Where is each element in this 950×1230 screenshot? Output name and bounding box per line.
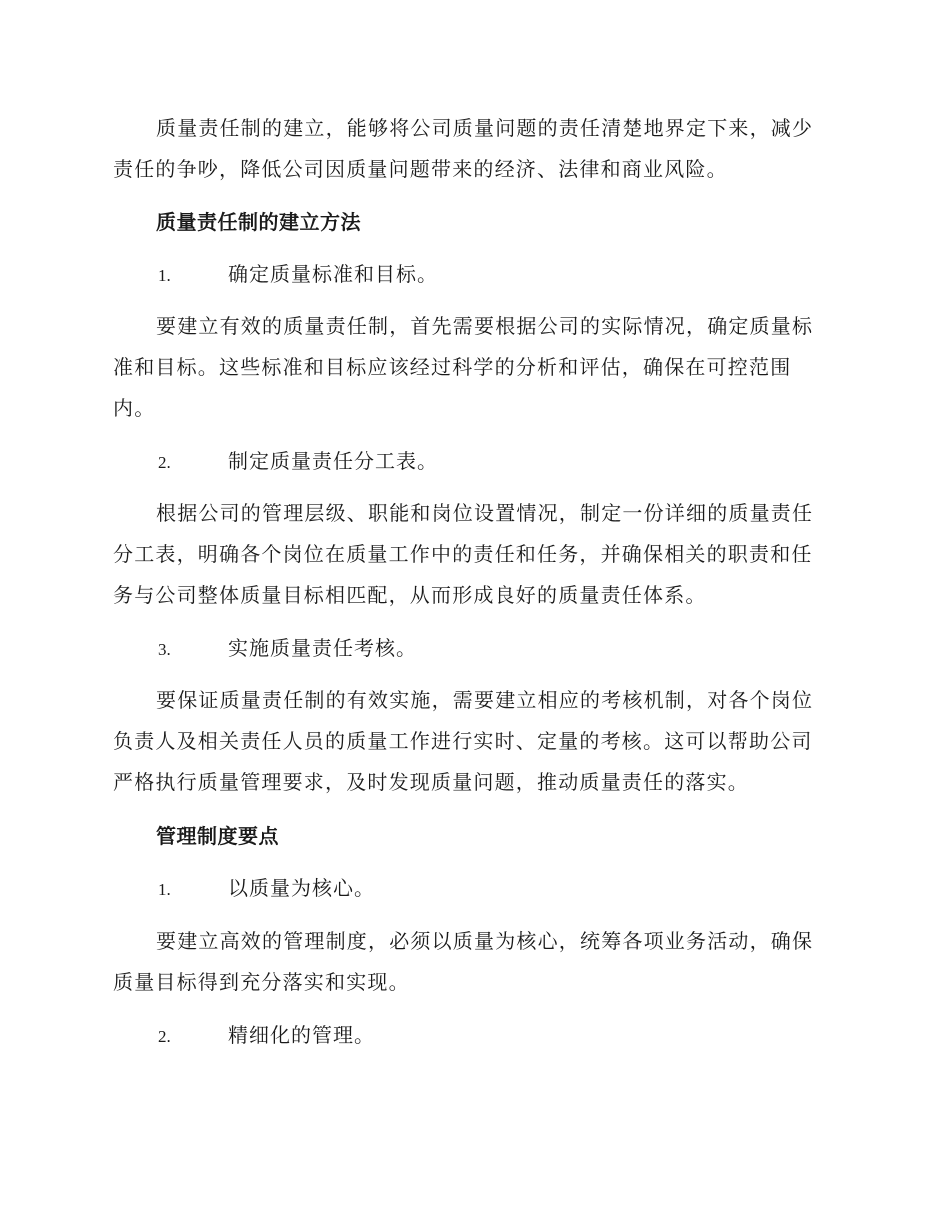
- list-item-title: [158, 868, 878, 910]
- section-heading-management-system-points: 管理制度要点: [156, 824, 279, 848]
- list-item-label: 以质量为核心。: [228, 876, 375, 900]
- list-item-label: 确定质量标准和目标。: [228, 262, 438, 286]
- list-item-title: [158, 628, 878, 670]
- list-item-title: [158, 441, 878, 483]
- list-item-number: 2.: [158, 453, 171, 472]
- list-item-title: [158, 1015, 878, 1057]
- list-item-label: 制定质量责任分工表。: [228, 449, 438, 473]
- list-item-title: [158, 254, 878, 296]
- section-heading-quality-responsibility-methods: 质量责任制的建立方法: [156, 210, 361, 234]
- list-item-number: 1.: [158, 880, 171, 899]
- body-paragraph: 要建立有效的质量责任制，首先需要根据公司的实际情况，确定质量标准和目标。这些标准和目标应该经过科学的分析和评估，确保在可控范围内。: [113, 314, 814, 420]
- intro-paragraph: 质量责任制的建立，能够将公司质量问题的责任清楚地界定下来，减少责任的争吵，降低公司因质量问题带来的经济、法律和商业风险。: [113, 116, 814, 181]
- list-item-label: 精细化的管理。: [228, 1023, 375, 1047]
- body-paragraph: 要建立高效的管理制度，必须以质量为核心，统筹各项业务活动，确保质量目标得到充分落实和实现。: [113, 929, 814, 994]
- list-item-number: 3.: [158, 640, 171, 659]
- list-item-number: 2.: [158, 1027, 171, 1046]
- list-item-number: 1.: [158, 266, 171, 285]
- body-paragraph: 根据公司的管理层级、职能和岗位设置情况，制定一份详细的质量责任分工表，明确各个岗位在质量工作中的责任和任务，并确保相关的职责和任务与公司整体质量目标相匹配，从而形成良好的质量责任体系。: [113, 501, 814, 607]
- list-item-label: 实施质量责任考核。: [228, 636, 417, 660]
- body-paragraph: 要保证质量责任制的有效实施，需要建立相应的考核机制，对各个岗位负责人及相关责任人员的质量工作进行实时、定量的考核。这可以帮助公司严格执行质量管理要求，及时发现质量问题，推动质量责任的落实。: [113, 688, 814, 794]
